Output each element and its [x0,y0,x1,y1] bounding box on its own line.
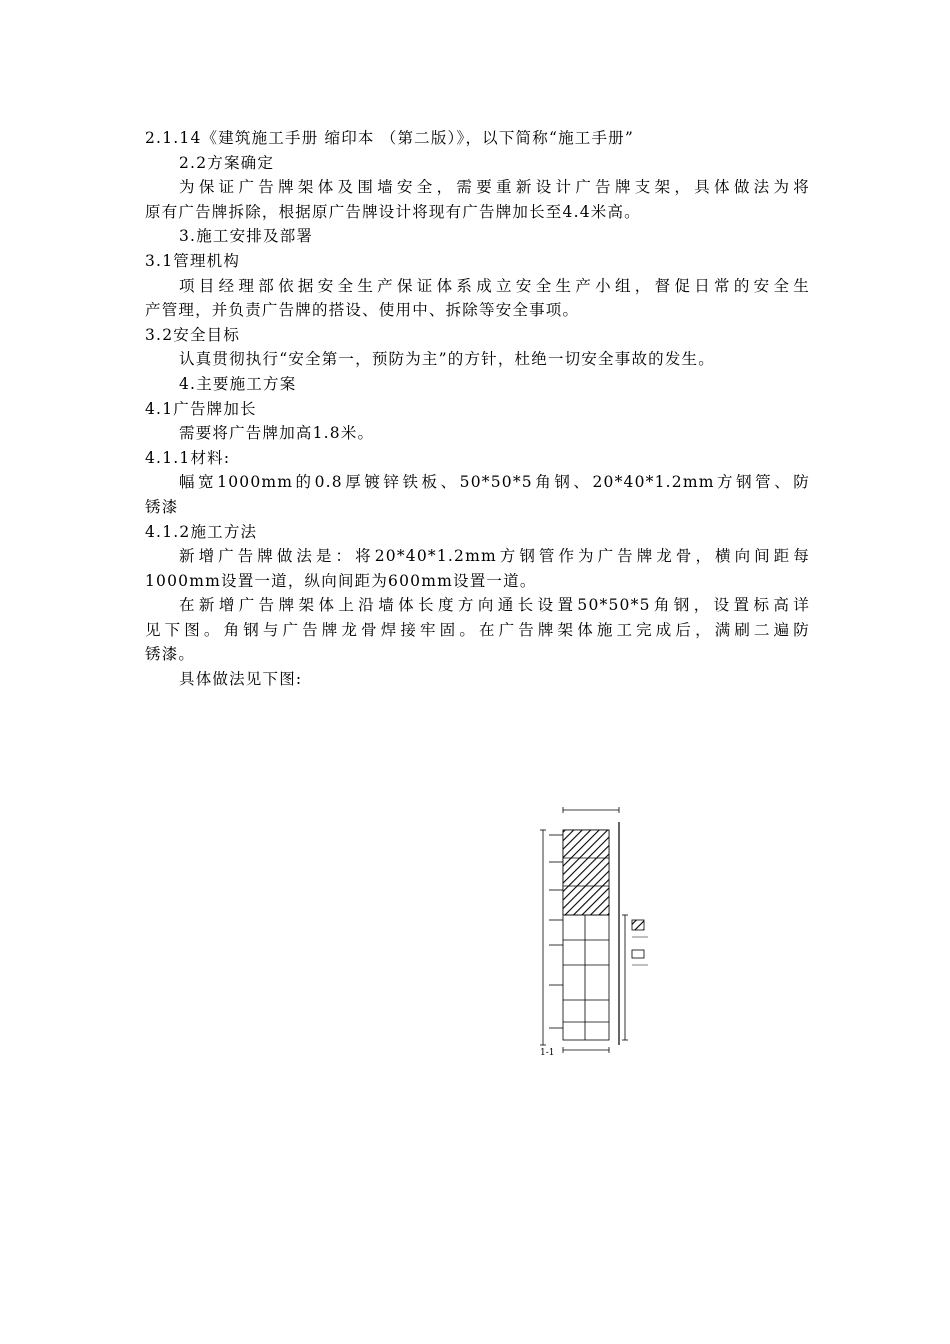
text-line: 4.主要施工方案 [179,374,297,393]
text-line: 2.2方案确定 [179,153,275,172]
text-line: 幅宽1000mm的0.8厚镀锌铁板、50*50*5角钢、20*40*1.2mm方钢管、防 [179,473,810,492]
text-line: 具体做法见下图: [179,670,303,689]
text-line: 4.1广告牌加长 [145,399,257,418]
text-line: 锈漆 [145,497,179,516]
text-line: 为保证广告牌架体及围墙安全，需要重新设计广告牌支架，具体做法为将 [179,178,810,197]
text-line: 4.1.1材料: [145,448,231,467]
text-line: 见下图。角钢与广告牌龙骨焊接牢固。在广告牌架体施工完成后，满刷二遍防 [145,620,810,639]
text-line: 3.施工安排及部署 [179,227,314,246]
text-line: 3.1管理机构 [145,251,241,270]
text-line: 产管理，并负责广告牌的搭设、使用中、拆除等安全事项。 [145,301,580,320]
body-text [145,126,810,692]
text-line: 2.1.14《建筑施工手册 缩印本 （第二版）》，以下简称“施工手册” [145,129,635,147]
text-line: 新增广告牌做法是：将20*40*1.2mm方钢管作为广告牌龙骨，横向间距每 [179,547,810,566]
text-line: 1000mm设置一道，纵向间距为600mm设置一道。 [145,571,537,590]
text-line: 项目经理部依据安全生产保证体系成立安全生产小组，督促日常的安全生 [179,276,810,295]
text-line: 在新增广告牌架体上沿墙体长度方向通长设置50*50*5角钢，设置标高详 [179,596,810,615]
text-line: 原有广告牌拆除，根据原广告牌设计将现有广告牌加长至4.4米高。 [145,202,641,221]
text-line: 4.1.2施工方法 [145,522,258,541]
text-line: 3.2安全目标 [145,325,241,344]
text-line: 认真贯彻执行“安全第一，预防为主”的方针，杜绝一切安全事故的发生。 [179,350,715,369]
section-drawing-svg [535,800,665,1060]
text-line: 锈漆。 [145,645,196,664]
legend-hatch-swatch [632,920,644,930]
billboard-section-drawing [535,800,665,1060]
section-label: 1-1 [540,1048,555,1058]
new-board-hatch [563,830,609,915]
text-line: 需要将广告牌加高1.8米。 [179,424,375,443]
legend-plain-swatch [632,950,644,958]
